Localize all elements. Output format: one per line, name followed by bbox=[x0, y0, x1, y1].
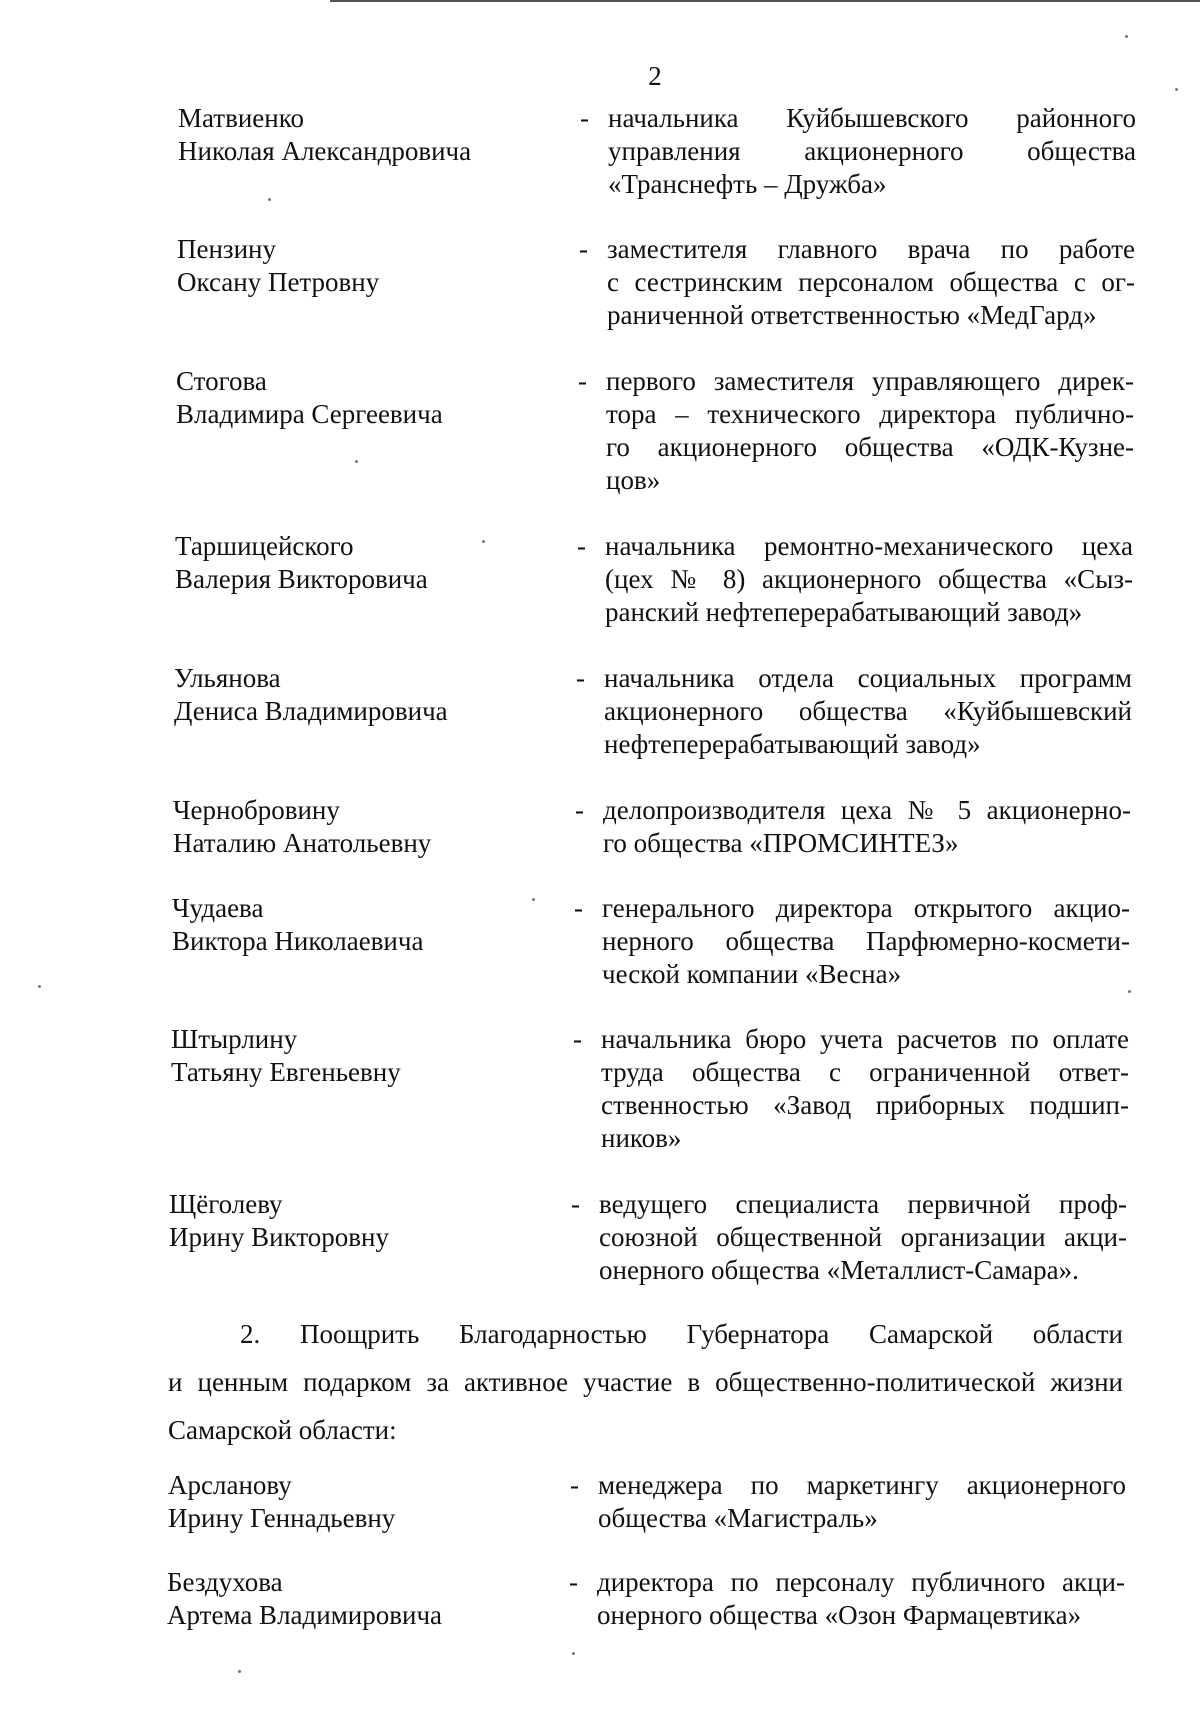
scan-speck bbox=[532, 898, 535, 901]
scan-speck bbox=[238, 1670, 241, 1673]
given-names: Оксану Петровну bbox=[177, 267, 380, 297]
scan-speck bbox=[355, 460, 358, 463]
surname: Чудаева bbox=[172, 893, 264, 923]
paragraph-line: и ценным подарком за активное участие в общественно-политической жизни bbox=[168, 1367, 1123, 1397]
description-line: тора – технического директора публично- bbox=[606, 399, 1134, 429]
scan-speck bbox=[482, 540, 485, 543]
position-description bbox=[604, 662, 1132, 761]
description-line: начальника бюро учета расчетов по оплате bbox=[601, 1024, 1129, 1054]
dash: - bbox=[569, 1567, 578, 1597]
given-names: Николая Александровича bbox=[178, 136, 472, 166]
decree-paragraph bbox=[168, 1318, 1123, 1447]
position-description bbox=[597, 1566, 1125, 1632]
description-line: «Транснефть – Дружба» bbox=[608, 169, 887, 199]
description-line: онерного общества «Озон Фармацевтика» bbox=[597, 1600, 1082, 1630]
scan-speck bbox=[1125, 35, 1128, 38]
position-description bbox=[602, 892, 1130, 991]
given-names: Ирину Геннадьевну bbox=[168, 1503, 396, 1533]
position-description bbox=[608, 102, 1136, 201]
description-line: заместителя главного врача по работе bbox=[607, 234, 1135, 264]
page-number: 2 bbox=[648, 61, 662, 91]
dash: - bbox=[573, 1024, 582, 1054]
paragraph-line: Самарской области: bbox=[168, 1415, 397, 1445]
surname: Стогова bbox=[176, 366, 267, 396]
position-description bbox=[598, 1469, 1126, 1535]
description-line: ранский нефтеперерабатывающий завод» bbox=[605, 597, 1083, 627]
description-line: менеджера по маркетингу акционерного bbox=[598, 1470, 1126, 1500]
description-line: генерального директора открытого акцио- bbox=[602, 893, 1130, 923]
dash: - bbox=[577, 531, 586, 561]
description-line: акционерного общества «Куйбышевский bbox=[604, 696, 1132, 726]
given-names: Валерия Викторовича bbox=[175, 564, 428, 594]
dash: - bbox=[571, 1189, 580, 1219]
dash: - bbox=[574, 893, 583, 923]
description-line: го акционерного общества «ОДК-Кузне- bbox=[606, 432, 1134, 462]
given-names: Артема Владимировича bbox=[167, 1600, 443, 1630]
position-description bbox=[601, 1023, 1129, 1155]
position-description bbox=[607, 233, 1135, 332]
description-line: начальника Куйбышевского районного bbox=[608, 103, 1136, 133]
dash: - bbox=[570, 1470, 579, 1500]
description-line: нефтеперерабатывающий завод» bbox=[604, 729, 981, 759]
person-name bbox=[174, 662, 554, 728]
surname: Пензину bbox=[177, 234, 276, 264]
dash: - bbox=[579, 234, 588, 264]
dash: - bbox=[580, 103, 589, 133]
person-name bbox=[172, 892, 552, 958]
given-names: Владимира Сергеевича bbox=[176, 399, 443, 429]
surname: Матвиенко bbox=[178, 103, 304, 133]
description-line: го общества «ПРОМСИНТЕЗ» bbox=[603, 828, 959, 858]
description-line: с сестринским персоналом общества с ог- bbox=[607, 267, 1135, 297]
position-description bbox=[603, 794, 1131, 860]
description-line: (цех № 8) акционерного общества «Сыз- bbox=[605, 564, 1133, 594]
given-names: Ирину Викторовну bbox=[169, 1222, 390, 1252]
surname: Таршицейского bbox=[175, 531, 354, 561]
scan-speck bbox=[572, 1652, 575, 1655]
scan-speck bbox=[38, 985, 41, 988]
person-name bbox=[176, 365, 556, 431]
surname: Ульянова bbox=[174, 663, 281, 693]
dash: - bbox=[578, 366, 587, 396]
surname: Чернобровину bbox=[173, 795, 340, 825]
position-description bbox=[605, 530, 1133, 629]
paragraph-line: 2. Поощрить Благодарностью Губернатора Самарской области bbox=[240, 1319, 1123, 1349]
surname: Щёголеву bbox=[169, 1189, 283, 1219]
description-line: союзной общественной организации акци- bbox=[599, 1222, 1127, 1252]
description-line: труда общества с ограниченной ответ- bbox=[601, 1057, 1129, 1087]
dash: - bbox=[576, 663, 585, 693]
person-name bbox=[171, 1023, 551, 1089]
person-name bbox=[168, 1469, 548, 1535]
person-name bbox=[169, 1188, 549, 1254]
given-names: Татьяну Евгеньевну bbox=[171, 1057, 401, 1087]
scan-speck bbox=[1175, 88, 1178, 91]
surname: Бездухова bbox=[167, 1567, 283, 1597]
description-line: общества «Магистраль» bbox=[598, 1503, 878, 1533]
surname: Арсланову bbox=[168, 1470, 292, 1500]
surname: Штырлину bbox=[171, 1024, 298, 1054]
scan-speck bbox=[1128, 990, 1131, 993]
description-line: директора по персоналу публичного акци- bbox=[597, 1567, 1125, 1597]
description-line: первого заместителя управляющего дирек- bbox=[606, 366, 1134, 396]
person-name bbox=[167, 1566, 547, 1632]
top-border-line bbox=[330, 0, 1200, 2]
person-name bbox=[175, 530, 555, 596]
description-line: ведущего специалиста первичной проф- bbox=[599, 1189, 1127, 1219]
description-line: ников» bbox=[601, 1123, 682, 1153]
description-line: начальника ремонтно-механического цеха bbox=[605, 531, 1133, 561]
person-name bbox=[178, 102, 558, 168]
given-names: Виктора Николаевича bbox=[172, 926, 424, 956]
given-names: Дениса Владимировича bbox=[174, 696, 448, 726]
description-line: цов» bbox=[606, 465, 661, 495]
dash: - bbox=[575, 795, 584, 825]
description-line: нерного общества Парфюмерно-космети- bbox=[602, 926, 1130, 956]
description-line: онерного общества «Металлист-Самара». bbox=[599, 1255, 1079, 1285]
description-line: ственностью «Завод приборных подшип- bbox=[601, 1090, 1129, 1120]
person-name bbox=[177, 233, 557, 299]
scan-speck bbox=[268, 198, 271, 201]
description-line: управления акционерного общества bbox=[608, 136, 1136, 166]
description-line: делопроизводителя цеха № 5 акционерно- bbox=[603, 795, 1131, 825]
position-description bbox=[606, 365, 1134, 497]
description-line: начальника отдела социальных программ bbox=[604, 663, 1132, 693]
description-line: ческой компании «Весна» bbox=[602, 959, 902, 989]
person-name bbox=[173, 794, 553, 860]
description-line: раниченной ответственностью «МедГард» bbox=[607, 300, 1097, 330]
position-description bbox=[599, 1188, 1127, 1287]
given-names: Наталию Анатольевну bbox=[173, 828, 432, 858]
